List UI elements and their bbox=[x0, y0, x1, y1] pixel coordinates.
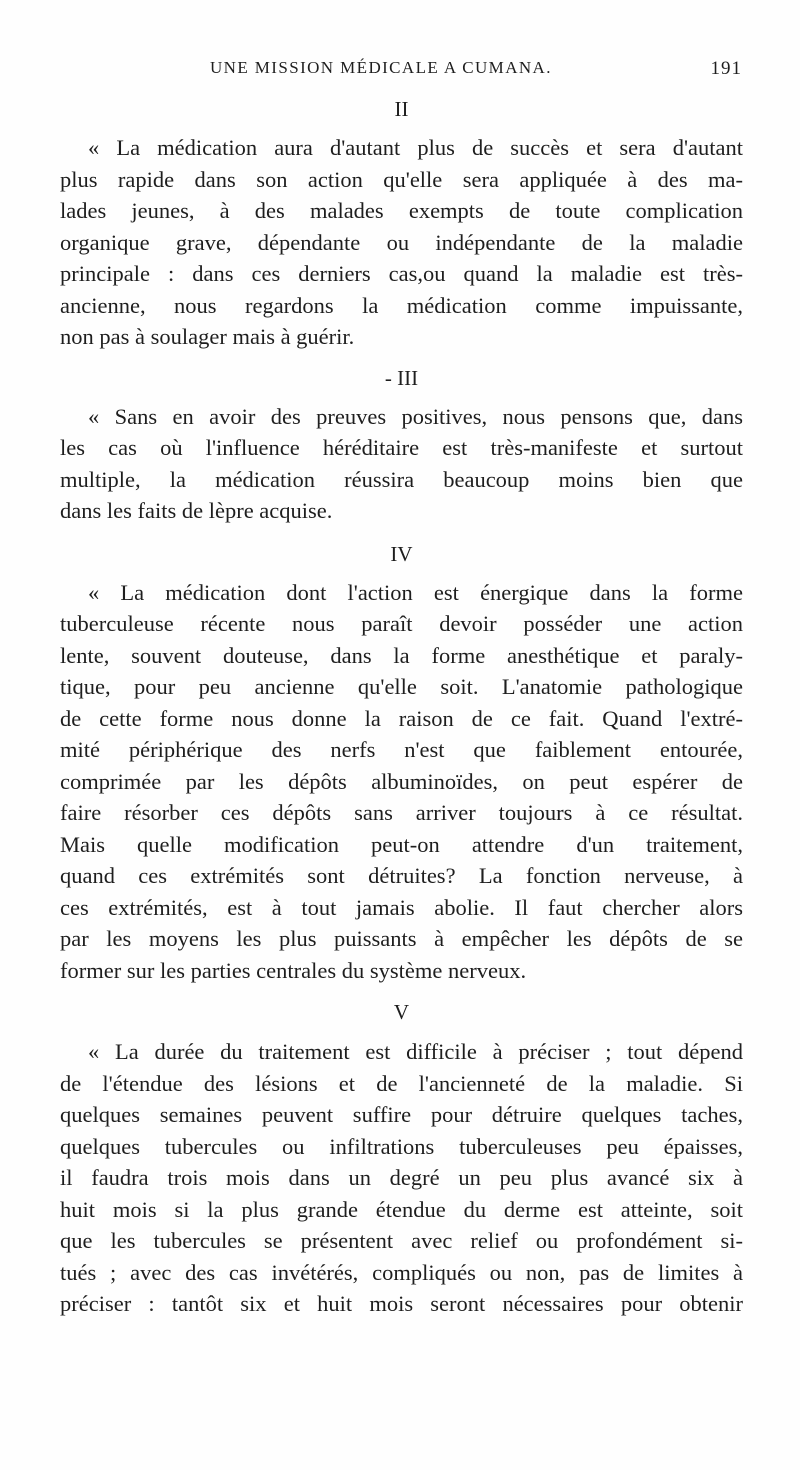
paragraph-section-iii bbox=[60, 401, 743, 527]
running-title: UNE MISSION MÉDICALE A CUMANA. bbox=[210, 58, 552, 77]
text-line: de l'étendue des lésions et de l'ancienneté de la maladie. Si bbox=[60, 1070, 743, 1096]
text-line: de cette forme nous donne la raison de ce fait. Quand l'extré- bbox=[60, 705, 743, 731]
text-line: former sur les parties centrales du système nerveux. bbox=[60, 957, 527, 983]
text-line: il faudra trois mois dans un degré un peu plus avancé six à bbox=[60, 1165, 743, 1190]
text-line: ancienne, nous regardons la médication comme impuissante, bbox=[60, 292, 743, 318]
text-line: tuberculeuse récente nous paraît devoir posséder une action bbox=[60, 611, 743, 636]
text-line: quelques tubercules ou infiltrations tuberculeuses peu épaisses, bbox=[60, 1133, 743, 1159]
text-line: « La durée du traitement est difficile à préciser ; tout dépend bbox=[88, 1039, 743, 1064]
page-number: 191 bbox=[710, 58, 742, 79]
running-head bbox=[60, 58, 742, 86]
text-line: plus rapide dans son action qu'elle sera appliquée à des ma- bbox=[60, 166, 743, 192]
section-heading-iv: IV bbox=[390, 541, 413, 566]
text-line: lades jeunes, à des malades exempts de toute complication bbox=[60, 198, 743, 223]
paragraph-section-ii bbox=[60, 132, 743, 353]
text-line: « La médication dont l'action est énergique dans la forme bbox=[88, 579, 743, 605]
paragraph-section-v bbox=[60, 1036, 743, 1320]
text-line: quand ces extrémités sont détruites? La fonction nerveuse, à bbox=[60, 863, 743, 888]
page-body bbox=[60, 96, 743, 1320]
paragraph-section-iv bbox=[60, 577, 743, 987]
section-heading-ii: II bbox=[394, 97, 409, 121]
text-line: quelques semaines peuvent suffire pour détruire quelques taches, bbox=[60, 1102, 743, 1127]
text-line: que les tubercules se présentent avec relief ou profondément si- bbox=[60, 1228, 743, 1253]
text-line: tique, pour peu ancienne qu'elle soit. L'anatomie pathologique bbox=[60, 674, 743, 699]
text-line: Mais quelle modification peut-on attendre d'un traitement, bbox=[60, 831, 743, 857]
text-line: tués ; avec des cas invétérés, compliqués ou non, pas de limites à bbox=[60, 1259, 743, 1285]
text-line: lente, souvent douteuse, dans la forme anesthétique et paraly- bbox=[60, 642, 743, 668]
text-line: multiple, la médication réussira beaucoup moins bien que bbox=[60, 466, 743, 492]
text-line: huit mois si la plus grande étendue du derme est atteinte, soit bbox=[60, 1196, 743, 1222]
text-line: dans les faits de lèpre acquise. bbox=[60, 498, 333, 523]
text-line: préciser : tantôt six et huit mois seront nécessaires pour obtenir bbox=[60, 1291, 743, 1316]
section-heading-v: V bbox=[393, 1000, 410, 1024]
text-line: « La médication aura d'autant plus de succès et sera d'autant bbox=[88, 135, 743, 160]
text-line: par les moyens les plus puissants à empêcher les dépôts de se bbox=[60, 926, 743, 951]
section-heading-iii: - III bbox=[384, 365, 419, 390]
text-line: « Sans en avoir des preuves positives, nous pensons que, dans bbox=[88, 403, 743, 429]
text-line: faire résorber ces dépôts sans arriver toujours à ce résultat. bbox=[60, 800, 743, 825]
text-line: mité périphérique des nerfs n'est que faiblement entourée, bbox=[60, 737, 743, 762]
text-line: ces extrémités, est à tout jamais abolie. Il faut chercher alors bbox=[60, 894, 743, 920]
text-line: les cas où l'influence héréditaire est très-manifeste et surtout bbox=[60, 435, 743, 460]
text-line: comprimée par les dépôts albuminoïdes, on peut espérer de bbox=[60, 768, 743, 794]
text-line: principale : dans ces derniers cas,ou quand la maladie est très- bbox=[60, 261, 743, 286]
text-line: organique grave, dépendante ou indépendante de la maladie bbox=[60, 229, 743, 255]
text-line: non pas à soulager mais à guérir. bbox=[60, 324, 355, 349]
